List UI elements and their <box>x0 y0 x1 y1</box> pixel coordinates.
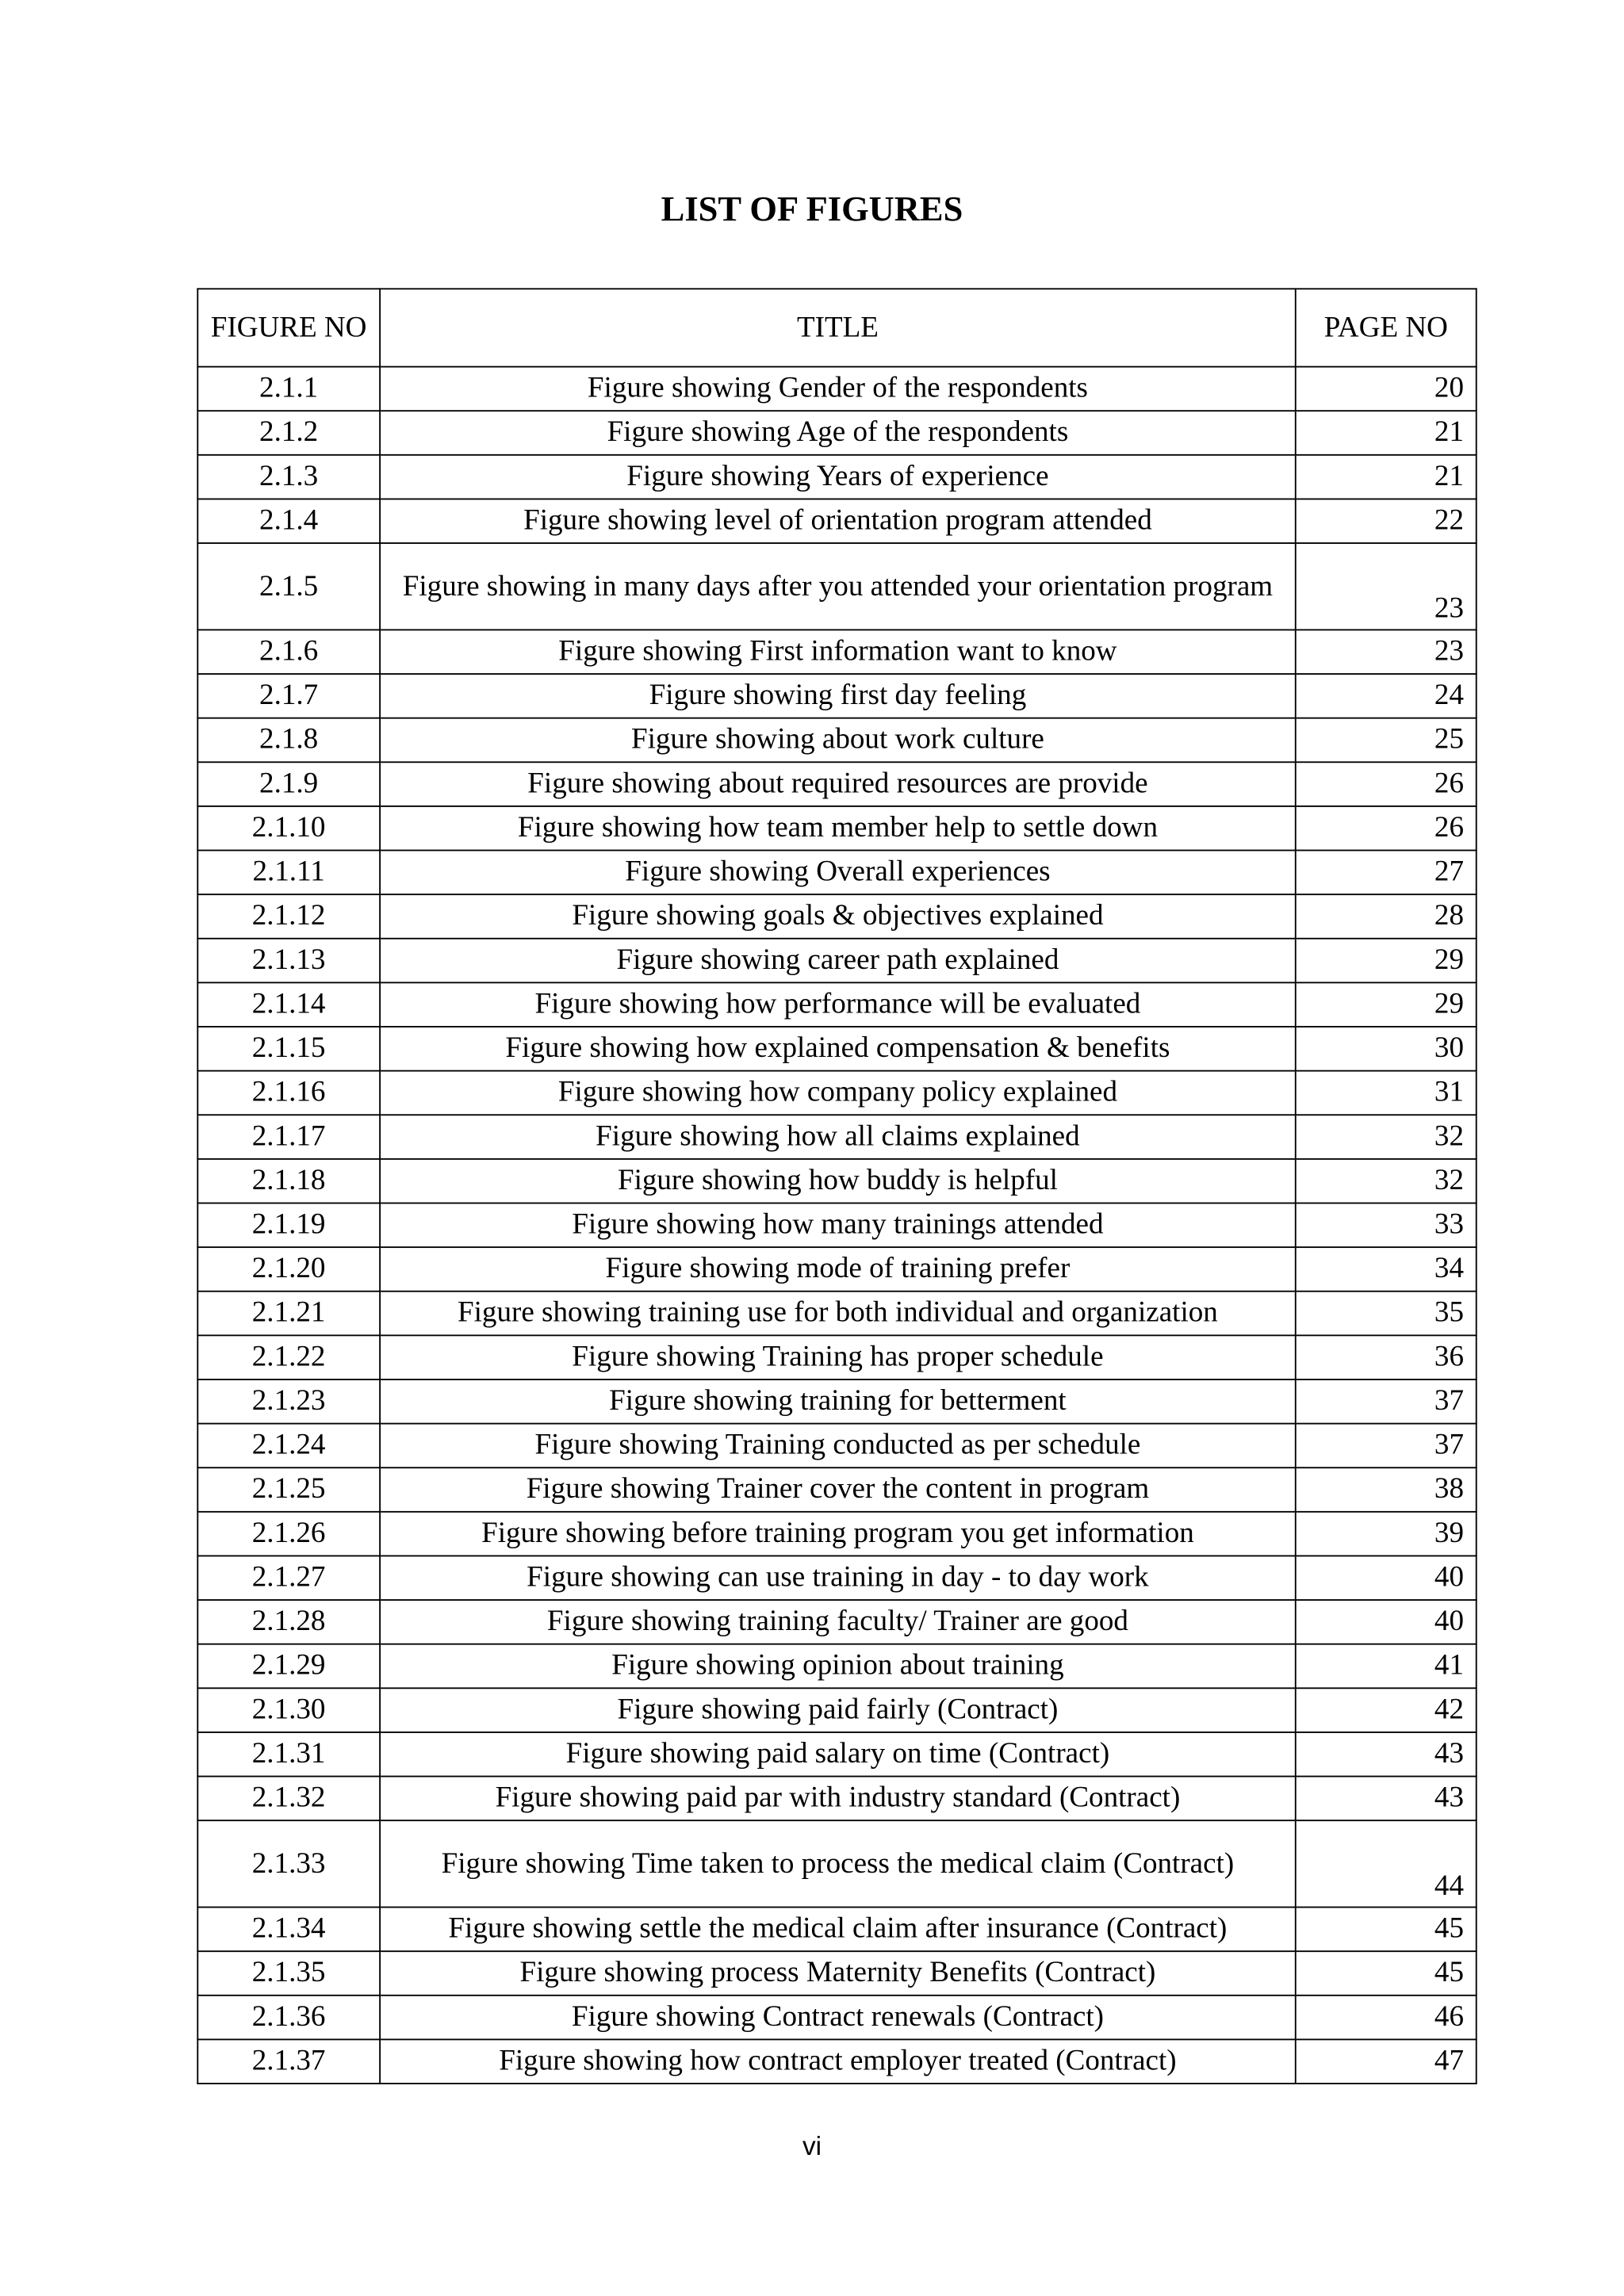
figure-number-cell: 2.1.31 <box>197 1732 380 1777</box>
page-title: LIST OF FIGURES <box>661 191 963 230</box>
figure-number-cell: 2.1.20 <box>197 1247 380 1292</box>
table-row <box>197 1732 1476 1777</box>
figure-title-cell: Figure showing paid salary on time (Contract) <box>380 1732 1296 1777</box>
figure-title-cell: Figure showing how buddy is helpful <box>380 1159 1296 1203</box>
figure-number-cell: 2.1.37 <box>197 2039 380 2084</box>
table-row <box>197 1424 1476 1468</box>
figure-title-cell: Figure showing about required resources are provide <box>380 762 1296 806</box>
page-number-cell: 29 <box>1296 982 1477 1027</box>
page-number-cell: 27 <box>1296 851 1477 895</box>
figure-title-cell: Figure showing process Maternity Benefits (Contract) <box>380 1951 1296 1996</box>
table-row <box>197 806 1476 851</box>
page-number-cell: 33 <box>1296 1203 1477 1247</box>
figure-title-cell: Figure showing in many days after you attended your orientation program <box>380 543 1296 629</box>
figure-number-cell: 2.1.8 <box>197 718 380 763</box>
figure-number-cell: 2.1.12 <box>197 894 380 939</box>
page-number-cell: 47 <box>1296 2039 1477 2084</box>
table-row <box>197 674 1476 718</box>
figure-title-cell: Figure showing how explained compensation & benefits <box>380 1027 1296 1071</box>
page-number-cell: 32 <box>1296 1115 1477 1159</box>
figure-title-cell: Figure showing level of orientation program attended <box>380 499 1296 543</box>
table-row <box>197 499 1476 543</box>
page-number-cell: 40 <box>1296 1556 1477 1600</box>
page-number-cell: 25 <box>1296 718 1477 763</box>
figure-title-cell: Figure showing Overall experiences <box>380 851 1296 895</box>
figure-title-cell: Figure showing career path explained <box>380 939 1296 983</box>
page-number-cell: 38 <box>1296 1468 1477 1512</box>
figure-number-cell: 2.1.4 <box>197 499 380 543</box>
figure-title-cell: Figure showing can use training in day - to day work <box>380 1556 1296 1600</box>
figure-number-cell: 2.1.15 <box>197 1027 380 1071</box>
figure-title-cell: Figure showing how all claims explained <box>380 1115 1296 1159</box>
figure-title-cell: Figure showing Age of the respondents <box>380 411 1296 455</box>
figure-title-cell: Figure showing training for betterment <box>380 1380 1296 1424</box>
figure-title-cell: Figure showing before training program you get information <box>380 1512 1296 1556</box>
table-row <box>197 762 1476 806</box>
figure-number-cell: 2.1.32 <box>197 1777 380 1821</box>
page-number: vi <box>802 2131 822 2161</box>
figure-number-cell: 2.1.25 <box>197 1468 380 1512</box>
page-number-cell: 34 <box>1296 1247 1477 1292</box>
table-row <box>197 1644 1476 1689</box>
figure-number-cell: 2.1.36 <box>197 1996 380 2040</box>
table-row <box>197 1380 1476 1424</box>
page-number-cell: 44 <box>1296 1820 1477 1907</box>
figure-title-cell: Figure showing goals & objectives explained <box>380 894 1296 939</box>
figure-title-cell: Figure showing paid fairly (Contract) <box>380 1688 1296 1732</box>
page-number-cell: 46 <box>1296 1996 1477 2040</box>
table-row <box>197 455 1476 499</box>
figure-title-cell: Figure showing paid par with industry standard (Contract) <box>380 1777 1296 1821</box>
header-figure-no: FIGURE NO <box>197 289 380 366</box>
page-number-cell: 41 <box>1296 1644 1477 1689</box>
table-body <box>197 367 1476 2084</box>
figure-number-cell: 2.1.34 <box>197 1908 380 1952</box>
page-number-cell: 23 <box>1296 629 1477 674</box>
figure-number-cell: 2.1.1 <box>197 367 380 411</box>
figure-title-cell: Figure showing about work culture <box>380 718 1296 763</box>
table-row <box>197 629 1476 674</box>
page-number-cell: 28 <box>1296 894 1477 939</box>
figure-title-cell: Figure showing settle the medical claim after insurance (Contract) <box>380 1908 1296 1952</box>
figure-title-cell: Figure showing opinion about training <box>380 1644 1296 1689</box>
page-number-cell: 37 <box>1296 1380 1477 1424</box>
page-number-cell: 26 <box>1296 762 1477 806</box>
table-row <box>197 1292 1476 1336</box>
table-row <box>197 1777 1476 1821</box>
page-number-cell: 37 <box>1296 1424 1477 1468</box>
figure-number-cell: 2.1.19 <box>197 1203 380 1247</box>
figure-number-cell: 2.1.23 <box>197 1380 380 1424</box>
table-header-row <box>197 289 1476 366</box>
figure-number-cell: 2.1.13 <box>197 939 380 983</box>
figure-number-cell: 2.1.18 <box>197 1159 380 1203</box>
page-number-cell: 43 <box>1296 1777 1477 1821</box>
figure-number-cell: 2.1.26 <box>197 1512 380 1556</box>
table-row <box>197 543 1476 629</box>
figure-number-cell: 2.1.28 <box>197 1600 380 1644</box>
table-row <box>197 1512 1476 1556</box>
figure-number-cell: 2.1.22 <box>197 1335 380 1380</box>
page-number-cell: 32 <box>1296 1159 1477 1203</box>
figure-title-cell: Figure showing mode of training prefer <box>380 1247 1296 1292</box>
page-number-cell: 42 <box>1296 1688 1477 1732</box>
table-row <box>197 1335 1476 1380</box>
figure-number-cell: 2.1.14 <box>197 982 380 1027</box>
page-number-cell: 45 <box>1296 1908 1477 1952</box>
figure-number-cell: 2.1.30 <box>197 1688 380 1732</box>
figure-title-cell: Figure showing Training has proper schedule <box>380 1335 1296 1380</box>
table-row <box>197 1820 1476 1907</box>
page-number-cell: 43 <box>1296 1732 1477 1777</box>
figure-number-cell: 2.1.6 <box>197 629 380 674</box>
figure-number-cell: 2.1.9 <box>197 762 380 806</box>
figure-title-cell: Figure showing first day feeling <box>380 674 1296 718</box>
figure-title-cell: Figure showing Training conducted as per schedule <box>380 1424 1296 1468</box>
table-row <box>197 718 1476 763</box>
header-title: TITLE <box>380 289 1296 366</box>
page-number-cell: 40 <box>1296 1600 1477 1644</box>
page-number-cell: 20 <box>1296 367 1477 411</box>
table-row <box>197 1951 1476 1996</box>
figure-number-cell: 2.1.10 <box>197 806 380 851</box>
page-number-cell: 36 <box>1296 1335 1477 1380</box>
figure-title-cell: Figure showing how team member help to settle down <box>380 806 1296 851</box>
page-number-cell: 21 <box>1296 411 1477 455</box>
figure-number-cell: 2.1.2 <box>197 411 380 455</box>
page-number-cell: 21 <box>1296 455 1477 499</box>
page-number-cell: 22 <box>1296 499 1477 543</box>
page-number-cell: 24 <box>1296 674 1477 718</box>
figure-number-cell: 2.1.16 <box>197 1071 380 1115</box>
table-row <box>197 939 1476 983</box>
header-page-no: PAGE NO <box>1296 289 1477 366</box>
figure-number-cell: 2.1.29 <box>197 1644 380 1689</box>
figure-number-cell: 2.1.21 <box>197 1292 380 1336</box>
figure-title-cell: Figure showing Contract renewals (Contract) <box>380 1996 1296 2040</box>
page-number-cell: 45 <box>1296 1951 1477 1996</box>
figure-title-cell: Figure showing training faculty/ Trainer are good <box>380 1600 1296 1644</box>
figure-title-cell: Figure showing training use for both individual and organization <box>380 1292 1296 1336</box>
page-number-cell: 39 <box>1296 1512 1477 1556</box>
figure-number-cell: 2.1.3 <box>197 455 380 499</box>
table-row <box>197 1468 1476 1512</box>
table-row <box>197 1600 1476 1644</box>
figure-number-cell: 2.1.5 <box>197 543 380 629</box>
table-row <box>197 1556 1476 1600</box>
figure-number-cell: 2.1.7 <box>197 674 380 718</box>
figure-title-cell: Figure showing how performance will be evaluated <box>380 982 1296 1027</box>
table-row <box>197 1996 1476 2040</box>
figure-title-cell: Figure showing First information want to know <box>380 629 1296 674</box>
table-row <box>197 1159 1476 1203</box>
table-row <box>197 1115 1476 1159</box>
table-row <box>197 1247 1476 1292</box>
page-number-cell: 26 <box>1296 806 1477 851</box>
figure-title-cell: Figure showing Trainer cover the content in program <box>380 1468 1296 1512</box>
table-row <box>197 894 1476 939</box>
figure-title-cell: Figure showing Years of experience <box>380 455 1296 499</box>
page-number-cell: 30 <box>1296 1027 1477 1071</box>
figure-title-cell: Figure showing how contract employer treated (Contract) <box>380 2039 1296 2084</box>
figure-number-cell: 2.1.33 <box>197 1820 380 1907</box>
page-number-cell: 35 <box>1296 1292 1477 1336</box>
figure-number-cell: 2.1.24 <box>197 1424 380 1468</box>
table-row <box>197 1027 1476 1071</box>
table-row <box>197 1071 1476 1115</box>
table-row <box>197 851 1476 895</box>
table-row <box>197 411 1476 455</box>
figure-title-cell: Figure showing Gender of the respondents <box>380 367 1296 411</box>
figure-title-cell: Figure showing how many trainings attended <box>380 1203 1296 1247</box>
figure-title-cell: Figure showing Time taken to process the medical claim (Contract) <box>380 1820 1296 1907</box>
table-row <box>197 1688 1476 1732</box>
figure-number-cell: 2.1.17 <box>197 1115 380 1159</box>
table-row <box>197 2039 1476 2084</box>
page-number-cell: 29 <box>1296 939 1477 983</box>
table-row <box>197 982 1476 1027</box>
figure-title-cell: Figure showing how company policy explained <box>380 1071 1296 1115</box>
table-row <box>197 367 1476 411</box>
page-number-cell: 31 <box>1296 1071 1477 1115</box>
figure-number-cell: 2.1.27 <box>197 1556 380 1600</box>
figure-number-cell: 2.1.35 <box>197 1951 380 1996</box>
page-number-cell: 23 <box>1296 543 1477 629</box>
figure-number-cell: 2.1.11 <box>197 851 380 895</box>
table-row <box>197 1908 1476 1952</box>
figures-table <box>197 288 1477 2084</box>
table-row <box>197 1203 1476 1247</box>
